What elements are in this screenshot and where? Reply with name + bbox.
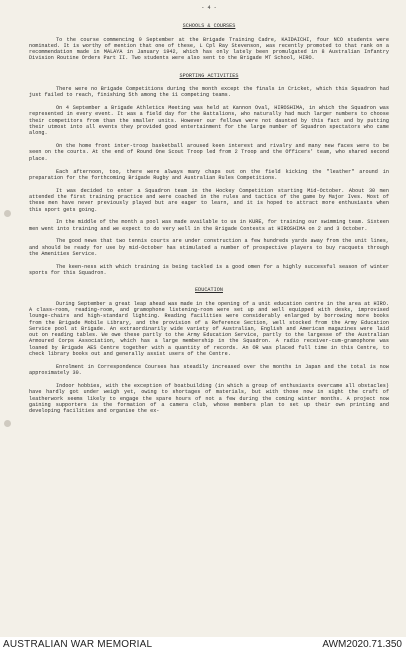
paragraph: To the course commencing 9 September at the Brigade Training Cadre, KAIDAICHI, four NCO students were nominated. It is worthy of mention that one of these, L Cpl Ray Stevenson, was recently promoted to that rank on a recommendation made in MALAYA in January 1942, which has only lately been promulgated in 8 Australian Infantry Division Routine Orders Part II. Two students were also sent to the Brigade MT School, HIRO. bbox=[29, 36, 389, 62]
paragraph: In the middle of the month a pool was made available to us in KURE, for training our swimming team. Sixteen men went into training and we expect to do very well in the Brigade Contests at HIROSHIMA on 2 and 3 October. bbox=[29, 219, 389, 232]
section-heading-sporting: SPORTING ACTIVITIES bbox=[179, 72, 239, 79]
paragraph: During September a great leap ahead was made in the opening of a unit education centre in the area at HIRO. A class-room, reading-room, and gramophone listening-room were set up and well equipped with desks, improvised lounge-chairs and high-standard lighting. Reading facilities were considerably enlarged by borrowing more books from the Brigade Mobile Library, and the provision of a Reference Section, well stocked from the Army Education Service pool at Brigade. An extraordinarily wide variety of Australian, English and American magazines were laid out on reading tables. We owe these partly to the Army Education Service, partly to the largesse of the Australian Armoured Corps Association, which has a large membership in the Squadron. A radio receiver-cum-gramophone was loaned by Brigade AES Centre together with a quantity of records. An OR was placed full time in this Centre, to check library books out and generally assist users of the Centre. bbox=[29, 300, 389, 358]
page-number: - 4 - bbox=[201, 5, 217, 11]
paragraph: It was decided to enter a Squadron team in the Hockey Competition starting Mid-October. About 30 men attended the first training practice and were coached in the rules and tactics of the game by Major Ives. Most of these men have never previously played but are eager to learn, and it is hoped to attract more enthusiasts when this sport gets going. bbox=[29, 187, 389, 213]
paragraph: On 4 September a Brigade Athletics Meeting was held at Kannon Oval, HIROSHIMA, in which the Squadron was represented in every event. It was a field day for the Battalions, who naturally had much larger numbers to choose their competitors from than the smaller units. However our fellows were not daunted by this fact and by putting their utmost into all events they provided good entertainment for the large number of Squadron spectators who came along. bbox=[29, 105, 389, 137]
paragraph: The good news that two tennis courts are under construction a few hundreds yards away from the unit lines, and should be ready for use by mid-October has stimulated a number of prospective players to buy racquets through the Amenities Service. bbox=[29, 238, 389, 258]
paragraph: The keen-ness with which training is being tackled is a good omen for a highly successful season of winter sports for this Squadron. bbox=[29, 263, 389, 277]
typed-text-body bbox=[29, 5, 389, 421]
paragraph: There were no Brigade Competitions during the month except the finals in Cricket, which this Squadron had just failed to reach, finishing 5th among the 11 competing teams. bbox=[29, 86, 389, 99]
section-heading-schools: SCHOOLS & COURSES bbox=[182, 23, 236, 30]
paragraph: Enrolment in Correspondence Courses has steadily increased over the months in Japan and the total is now approximately 30. bbox=[29, 363, 389, 377]
paragraph: Each afternoon, too, there were always many chaps out on the field kicking the "leather" around in preparation for the forthcoming Brigade Rugby and Australian Rules Competitions. bbox=[29, 168, 389, 181]
paragraph: Indoor hobbies, with the exception of boatbuilding (in which a group of enthusiasts overcame all obstacles) have hardly got under weigh yet, owing to shortages of materials, but with those now in sight the craft of leatherwork seems likely to engage the spare hours of not a few during the coming winter months. A project now gaining supporters is the formation of a camera club, whose members plan to set up their own printing and developing facilities and organise the ex- bbox=[29, 382, 389, 415]
paragraph: On the home front inter-troop basketball aroused keen interest and rivalry and many new faces were to be seen on the courts. At the end of Round One Scout Troop led from 2 Troop and the Officers' team, who shared second place. bbox=[29, 143, 389, 162]
footer-accession-number: AWM2020.71.350 bbox=[322, 639, 402, 650]
footer-institution: AUSTRALIAN WAR MEMORIAL bbox=[3, 639, 153, 650]
archive-footer bbox=[0, 637, 406, 653]
section-heading-education: EDUCATION bbox=[195, 287, 223, 294]
punch-hole bbox=[4, 210, 11, 217]
punch-hole bbox=[4, 420, 11, 427]
